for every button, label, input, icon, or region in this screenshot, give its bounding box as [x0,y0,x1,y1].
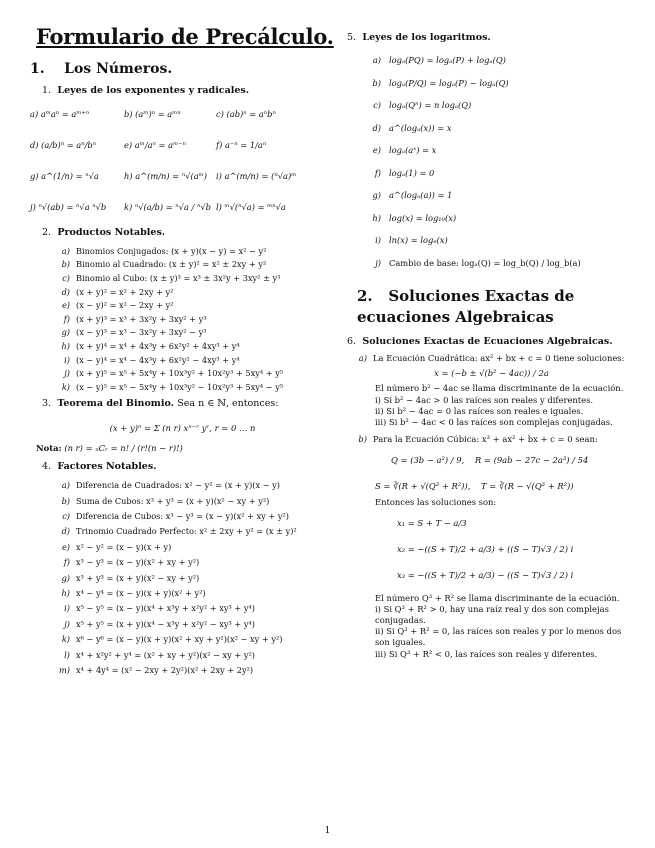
item-label: e) [372,145,381,156]
item-label: i) [64,603,70,614]
cubic-q-r-definitions [391,449,632,471]
quadratic-intro: La Ecuación Cuadrática: ax² + bx + c = 0 tiene soluciones: [373,353,625,363]
subsection-products-heading [42,227,335,238]
item-label: d) [372,122,381,133]
item-text: (x + y)² = x² + 2xy + y² [76,286,174,297]
list-item [56,380,335,394]
list-item [369,49,632,72]
list-item [56,285,335,299]
list-item [56,524,335,539]
cubic-intro: Para la Ecuación Cúbica: x³ + ax² + bx + c = 0 sean: [373,434,598,445]
item-label: c) [62,272,70,283]
item-text: logₐ(1) = 0 [389,167,435,178]
list-item [56,366,335,380]
item-label: m) [59,664,70,675]
item-text: Cambio de base: logₐ(Q) = log_b(Q) / log_b(a) [389,257,581,268]
item-label: l) [64,649,70,660]
subsection-binomial-heading [42,398,335,409]
cubic-s-t-definitions [375,475,632,497]
list-item [56,493,335,508]
item-label: h) [372,212,381,223]
item-text: Trinomio Cuadrado Perfecto: x² ± 2xy + y² = (x ± y)² [76,526,297,537]
item-text: Suma de Cubos: x³ + y³ = (x + y)(x² − xy + y²) [76,495,270,506]
item-label: j) [64,618,70,629]
item-text: x³ + y³ = (x + y)(x² − xy + y²) [76,572,200,583]
exponent-law: f) a⁻ⁿ = 1/aⁿ [216,140,267,150]
binomial-intro: Sea n ∈ ℕ, entonces: [177,397,279,409]
cubic-s: S = ∛(R + √(Q³ + R²)), [375,480,471,491]
exponent-law: k) ⁿ√(a/b) = ⁿ√a / ⁿ√b [124,202,211,212]
quadratic-case-i: i) Si b² − 4ac > 0 las raíces son reales y diferentes. [375,394,594,405]
cubic-x3: x₃ = −((S + T)/2 + a/3) − ((S − T)√3 / 2) i [397,570,574,581]
list-item [56,647,335,662]
item-label: c) [62,511,70,521]
quadratic-formula: x = (−b ± √(b² − 4ac)) / 2a [434,368,549,379]
subsection-logarithms-heading [347,32,632,43]
notable-products-list [56,244,335,394]
list-item [56,662,335,677]
list-item [56,631,335,646]
subsection-factors-heading [42,461,335,472]
section-1-number: 1. [30,61,45,77]
document-title: Formulario de Precálculo. [36,24,334,49]
list-item [56,570,335,585]
cubic-case-iii: iii) Si Q³ + R² < 0, las raíces son reales y diferentes. [375,648,598,659]
item-text: Diferencia de Cuadrados: x² − y² = (x + y)(x − y) [76,480,280,491]
left-column [30,24,335,682]
section-1-heading [30,61,335,77]
list-item [56,616,335,631]
list-item [369,94,632,117]
right-column [347,28,632,660]
cubic-x2: x₂ = −((S + T)/2 + a/3) + ((S − T)√3 / 2) i [397,544,574,555]
item-label: d) [61,286,70,297]
item-text: (x − y)⁵ = x⁵ − 5x⁴y + 10x³y² − 10x²y³ + 5xy⁴ − y⁵ [76,381,284,392]
item-label: e) [61,300,70,311]
list-item [56,244,335,258]
logarithm-laws-list [369,49,632,274]
item-label: k) [61,634,70,645]
binomial-theorem-block [30,398,335,453]
section-2-title: Soluciones Exactas de ecuaciones Algebraicas [357,287,575,326]
quadratic-solutions [351,353,632,428]
subsection-title: Leyes de los exponentes y radicales. [57,85,250,96]
note-label: Nota: [36,442,62,453]
list-item [369,162,632,185]
list-item [56,508,335,523]
list-item [56,585,335,600]
cubic-r: R = (9ab − 27c − 2a³) / 54 [474,454,589,465]
cubic-x1: x₁ = S + T − a/3 [397,518,467,529]
subsection-title: Teorema del Binomio. [57,397,174,409]
subsection-algebraic-heading [347,336,632,347]
subsection-number: 2. [42,227,52,238]
list-item [369,184,632,207]
item-text: log(x) = log₁₀(x) [389,212,457,223]
cubic-case-i: i) Si Q³ + R² > 0, hay una raíz real y dos son complejas conjugadas. [375,603,609,626]
item-label: i) [375,235,381,246]
item-label: g) [372,190,381,201]
cubic-discriminant: El número Q³ + R² se llama discriminante de la ecuación. [375,592,620,603]
item-text: (x + y)⁵ = x⁵ + 5x⁴y + 10x³y² + 10x²y³ + 5xy⁴ + y⁵ [76,368,284,379]
subsection-number: 3. [42,397,52,409]
item-label: k) [61,381,70,392]
item-label: g) [61,327,70,338]
subsection-title: Soluciones Exactas de Ecuaciones Algebraicas. [362,336,613,347]
item-label: a) [358,353,367,363]
item-label: g) [61,572,70,583]
list-item [56,326,335,340]
exponent-laws-grid [30,102,335,219]
subsection-number: 4. [42,460,52,472]
item-text: (x − y)³ = x³ − 3x²y + 3xy² − y³ [76,327,207,338]
item-text: x² − y² = (x − y)(x + y) [76,541,172,552]
item-label: a) [61,245,70,256]
list-item [56,353,335,367]
cubic-then: Entonces las soluciones son: [375,497,497,508]
exponent-law: a) aᵐaⁿ = aᵐ⁺ⁿ [30,109,90,119]
note-text: (n r) = ₙCᵣ = n! / (r!(n − r)!) [64,442,183,453]
item-label: b) [61,259,70,270]
page-number: 1 [324,826,331,836]
item-label: a) [372,55,381,66]
exponent-law: l) ᵐ√(ⁿ√a) = ᵐⁿ√a [216,202,286,212]
item-text: (x + y)³ = x³ + 3x²y + 3xy² + y³ [76,313,207,324]
subsection-number: 1. [42,85,52,96]
item-label: b) [61,495,70,506]
list-item [56,539,335,554]
list-item [369,139,632,162]
exponent-law: h) a^(m/n) = ⁿ√(aᵐ) [124,171,207,181]
item-text: Binomios Conjugados: (x + y)(x − y) = x² − y² [76,245,267,256]
list-item [369,72,632,95]
subsection-title: Productos Notables. [57,227,166,238]
item-text: x⁴ + x²y² + y⁴ = (x² + xy + y²)(x² − xy + y²) [76,649,255,660]
item-text: ln(x) = logₑ(x) [389,235,448,246]
item-text: (x + y)⁴ = x⁴ + 4x³y + 6x²y² + 4xy³ + y⁴ [76,340,240,351]
section-2-number: 2. [357,287,373,305]
section-2-heading [357,286,632,328]
exponent-law: d) (a/b)ⁿ = aⁿ/bⁿ [30,140,97,150]
subsection-title: Factores Notables. [57,460,157,472]
exponent-law: g) a^(1/n) = ⁿ√a [30,171,99,181]
exponent-law: j) ⁿ√(ab) = ⁿ√a ⁿ√b [30,202,107,212]
subsection-number: 5. [347,32,357,43]
item-text: x⁵ − y⁵ = (x − y)(x⁴ + x³y + x²y² + xy³ + y⁴) [76,603,255,614]
item-label: h) [61,587,70,598]
subsection-number: 6. [347,336,357,347]
item-text: Diferencia de Cubos: x³ − y³ = (x − y)(x² + xy + y²) [76,511,289,521]
item-text: logₐ(P/Q) = logₐ(P) − logₐ(Q) [389,77,509,88]
item-text: a^(logₐ(x)) = x [389,122,452,133]
item-text: x⁴ − y⁴ = (x − y)(x + y)(x² + y²) [76,587,206,598]
list-item [369,207,632,230]
list-item [56,554,335,569]
exponent-law: c) (ab)ⁿ = aⁿbⁿ [216,109,276,119]
quadratic-case-iii: iii) Si b² − 4ac < 0 las raíces son complejas conjugadas. [375,417,613,428]
item-text: x⁶ − y⁶ = (x − y)(x + y)(x² + xy + y²)(x² − xy + y²) [76,634,283,645]
item-label: f) [63,313,70,324]
exponent-law: i) a^(m/n) = (ⁿ√a)ᵐ [216,171,297,181]
list-item [56,271,335,285]
item-text: x³ − y³ = (x − y)(x² + xy + y²) [76,557,200,568]
exponent-law: b) (aᵐ)ⁿ = aᵐⁿ [124,109,181,119]
quadratic-case-ii: ii) Si b² − 4ac = 0 las raíces son reales e iguales. [375,405,584,416]
item-label: i) [64,354,70,365]
item-label: d) [61,526,70,537]
subsection-exponents-heading [42,85,335,96]
cubic-t: T = ∛(R − √(Q³ + R²)) [481,480,574,491]
item-text: (x − y)² = x² − 2xy + y² [76,300,174,311]
cubic-q: Q = (3b − a²) / 9, [391,454,465,465]
item-label: b) [372,77,381,88]
item-label: h) [61,340,70,351]
item-label: j) [64,368,70,379]
item-label: f) [374,167,381,178]
item-label: e) [61,541,70,552]
cubic-solutions [351,434,632,660]
list-item [369,117,632,140]
list-item [369,229,632,252]
quadratic-discriminant: El número b² − 4ac se llama discriminante de la ecuación. [375,383,624,394]
list-item [56,601,335,616]
item-text: (x − y)⁴ = x⁴ − 4x³y + 6x²y² − 4xy³ + y⁴ [76,354,240,365]
section-1-title: Los Números. [64,61,173,77]
item-label: b) [358,434,367,445]
exponent-law: e) aᵐ/aⁿ = aᵐ⁻ⁿ [124,140,186,150]
item-text: a^(logₐ(a)) = 1 [389,190,453,201]
item-text: logₐ(Qⁿ) = n logₐ(Q) [389,100,472,111]
list-item [56,478,335,493]
item-text: Binomio al Cubo: (x ± y)³ = x³ ± 3x²y + 3xy² ± y³ [76,272,281,283]
item-text: logₐ(PQ) = logₐ(P) + logₐ(Q) [389,55,506,66]
list-item [56,258,335,272]
item-text: x⁵ + y⁵ = (x + y)(x⁴ − x³y + x²y² − xy³ + y⁴) [76,618,255,629]
list-item [369,252,632,275]
list-item [56,312,335,326]
item-label: a) [61,480,70,491]
binomial-note [36,443,335,453]
item-text: logₐ(aˣ) = x [389,145,437,156]
notable-factors-list [56,478,335,678]
item-label: c) [373,100,381,111]
item-text: x⁴ + 4y⁴ = (x² − 2xy + 2y²)(x² + 2xy + 2y²) [76,664,254,675]
binomial-formula: (x + y)ⁿ = Σ (n r) xⁿ⁻ʳ yʳ, r = 0 … n [109,422,256,433]
subsection-title: Leyes de los logaritmos. [362,32,491,43]
item-text: Binomio al Cuadrado: (x ± y)² = x² ± 2xy + y² [76,259,267,270]
cubic-case-ii: ii) Si Q³ + R² = 0, las raíces son reales y por lo menos dos son iguales. [375,626,622,648]
list-item [56,298,335,312]
item-label: f) [63,557,70,568]
item-label: j) [375,257,381,268]
list-item [56,339,335,353]
